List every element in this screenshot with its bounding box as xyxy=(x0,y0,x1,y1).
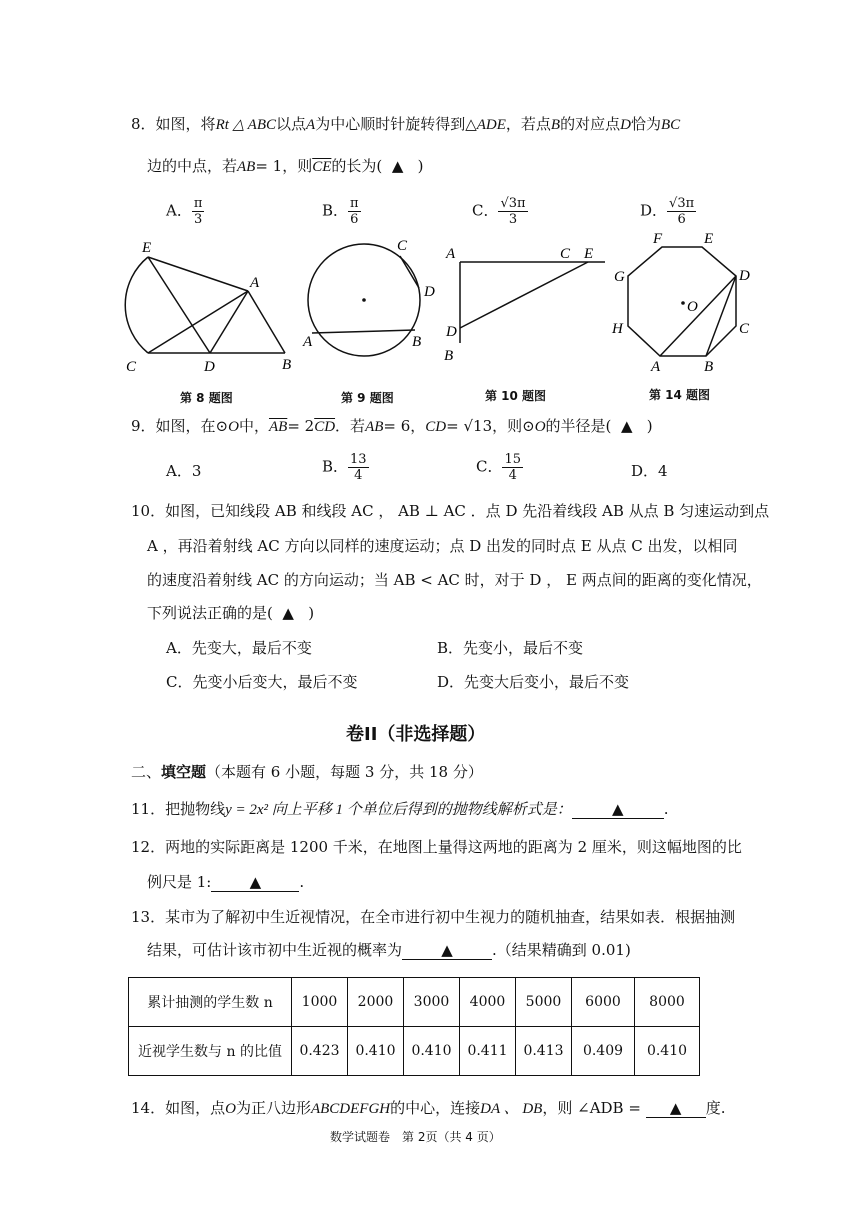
table-cell: 0.413 xyxy=(516,1027,572,1076)
fig9-label-d: D xyxy=(424,284,435,300)
fig14-caption: 第 14 题图 xyxy=(649,388,711,402)
fig9-label-b: B xyxy=(412,334,422,350)
q13-line2: 结果，可估计该市初中生近视的概率为 ▲ .（结果精确到 0.01) xyxy=(147,941,631,959)
figure-9 xyxy=(300,232,440,367)
fig10-label-c: C xyxy=(560,246,571,262)
fig8-label-d: D xyxy=(204,359,215,375)
fig14-label-g: G xyxy=(614,269,625,285)
figure-10 xyxy=(440,240,615,370)
fig10-label-b: B xyxy=(444,348,454,364)
fig8-label-e: E xyxy=(142,240,152,256)
myopia-data-table xyxy=(128,977,700,1076)
figure-14 xyxy=(605,225,765,375)
fig9-label-c: C xyxy=(397,238,408,254)
q10-option-b[interactable]: B．先变小，最后不变 xyxy=(437,639,584,657)
fig10-label-a: A xyxy=(446,246,456,262)
q8-line1: 8．如图，将Rt △ ABC以点A为中心顺时针旋转得到△ADE，若点B的对应点D恰为BC xyxy=(131,115,681,133)
table-cell: 0.411 xyxy=(460,1027,516,1076)
q12-line1: 12．两地的实际距离是 1200 千米，在地图上量得这两地的距离为 2 厘米，则这幅地图的比 xyxy=(131,838,742,856)
table-row-header: 近视学生数与 n 的比值 xyxy=(129,1027,292,1076)
q9-option-c[interactable]: C． $\frac{15}{4}$ xyxy=(476,452,522,483)
fig10-label-d: D xyxy=(446,324,457,340)
q8-option-d[interactable]: D． $\frac{√3\pi}{6}$ xyxy=(640,196,695,227)
table-cell: 0.410 xyxy=(404,1027,460,1076)
fig14-label-h: H xyxy=(612,321,623,337)
q10-option-d[interactable]: D．先变大后变小，最后不变 xyxy=(437,673,630,691)
table-cell: 4000 xyxy=(460,978,516,1027)
q13-answer-blank[interactable]: ▲ xyxy=(402,941,492,960)
q12-answer-blank[interactable]: ▲ xyxy=(211,873,299,892)
q11-answer-blank[interactable]: ▲ xyxy=(572,800,664,819)
table-cell: 5000 xyxy=(516,978,572,1027)
table-cell: 0.410 xyxy=(635,1027,700,1076)
q14-line: 14．如图，点O为正八边形ABCDEFGH的中心，连接DA 、 DB，则 ∠ADB = ▲ 度. xyxy=(131,1099,726,1117)
fig14-label-e: E xyxy=(704,231,714,247)
table-cell: 1000 xyxy=(292,978,348,1027)
fig14-label-b: B xyxy=(704,359,714,375)
fig9-label-a: A xyxy=(303,334,313,350)
q10-line4: 下列说法正确的是( ▲ ) xyxy=(147,604,315,622)
q10-line3: 的速度沿着射线 AC 的方向运动；当 AB < AC 时，对于 D ， E 两点间的距离的变化情况， xyxy=(147,571,762,589)
fig14-label-o: O xyxy=(687,299,698,315)
table-cell: 6000 xyxy=(572,978,635,1027)
q10-line1: 10．如图，已知线段 AB 和线段 AC ， AB ⊥ AC ．点 D 先沿着线段 AB 从点 B 匀速运动到点 xyxy=(131,502,770,520)
table-cell: 0.423 xyxy=(292,1027,348,1076)
table-row xyxy=(129,1027,700,1076)
q8-line2: 边的中点，若AB= 1，则$\overline{CE}$的长为( ▲ ) xyxy=(147,157,424,175)
q9-option-a[interactable]: A．3 xyxy=(166,462,202,480)
table-cell: 0.410 xyxy=(348,1027,404,1076)
q9-line: 9．如图，在⊙O中，$\overline{AB}= 2\overline{CD}$．若AB= 6，CD= √13，则⊙O的半径是( ▲ ) xyxy=(131,417,653,435)
fig8-label-b: B xyxy=(282,357,292,373)
table-cell: 2000 xyxy=(348,978,404,1027)
fig8-caption: 第 8 题图 xyxy=(180,391,233,405)
fig8-label-a: A xyxy=(250,275,260,291)
fig14-label-d: D xyxy=(739,268,750,284)
table-row xyxy=(129,978,700,1027)
q8-option-c[interactable]: C． $\frac{√3\pi}{3}$ xyxy=(472,196,526,227)
fig8-arc xyxy=(125,257,148,353)
q13-line1: 13．某市为了解初中生近视情况，在全市进行初中生视力的随机抽查，结果如表．根据抽测 xyxy=(131,908,736,926)
q9-option-d[interactable]: D．4 xyxy=(631,462,668,480)
figure-8 xyxy=(120,235,305,375)
q8-option-a[interactable]: A． $\frac{\pi}{3}$ xyxy=(166,196,203,227)
fig8-label-c: C xyxy=(126,359,137,375)
section2-header: 二、填空题（本题有 6 小题，每题 3 分，共 18 分） xyxy=(131,763,483,781)
q9-option-b[interactable]: B． $\frac{13}{4}$ xyxy=(322,452,367,483)
fig14-label-a: A xyxy=(651,359,661,375)
q14-answer-blank[interactable]: ▲ xyxy=(646,1099,706,1118)
table-cell: 0.409 xyxy=(572,1027,635,1076)
page-footer: 数学试题卷 第 2页（共 4 页） xyxy=(330,1130,501,1144)
fig10-label-e: E xyxy=(584,246,594,262)
fig10-caption: 第 10 题图 xyxy=(485,389,547,403)
fig14-label-c: C xyxy=(739,321,750,337)
table-row-header: 累计抽测的学生数 n xyxy=(129,978,292,1027)
q10-line2: A ，再沿着射线 AC 方向以同样的速度运动；点 D 出发的同时点 E 从点 C 出发，以相同 xyxy=(147,537,738,555)
q10-option-a[interactable]: A．先变大，最后不变 xyxy=(166,639,312,657)
q11-line: 11．把抛物线y = 2x² 向上平移 1 个单位后得到的抛物线解析式是： ▲ . xyxy=(131,800,669,818)
table-cell: 8000 xyxy=(635,978,700,1027)
q12-line2: 例尺是 1: ▲ . xyxy=(147,873,305,891)
q10-option-c[interactable]: C．先变小后变大，最后不变 xyxy=(166,673,358,691)
fig9-caption: 第 9 题图 xyxy=(341,391,394,405)
fig14-label-f: F xyxy=(653,231,663,247)
table-cell: 3000 xyxy=(404,978,460,1027)
volume2-title: 卷II（非选择题） xyxy=(346,724,486,745)
q8-option-b[interactable]: B． $\frac{\pi}{6}$ xyxy=(322,196,359,227)
